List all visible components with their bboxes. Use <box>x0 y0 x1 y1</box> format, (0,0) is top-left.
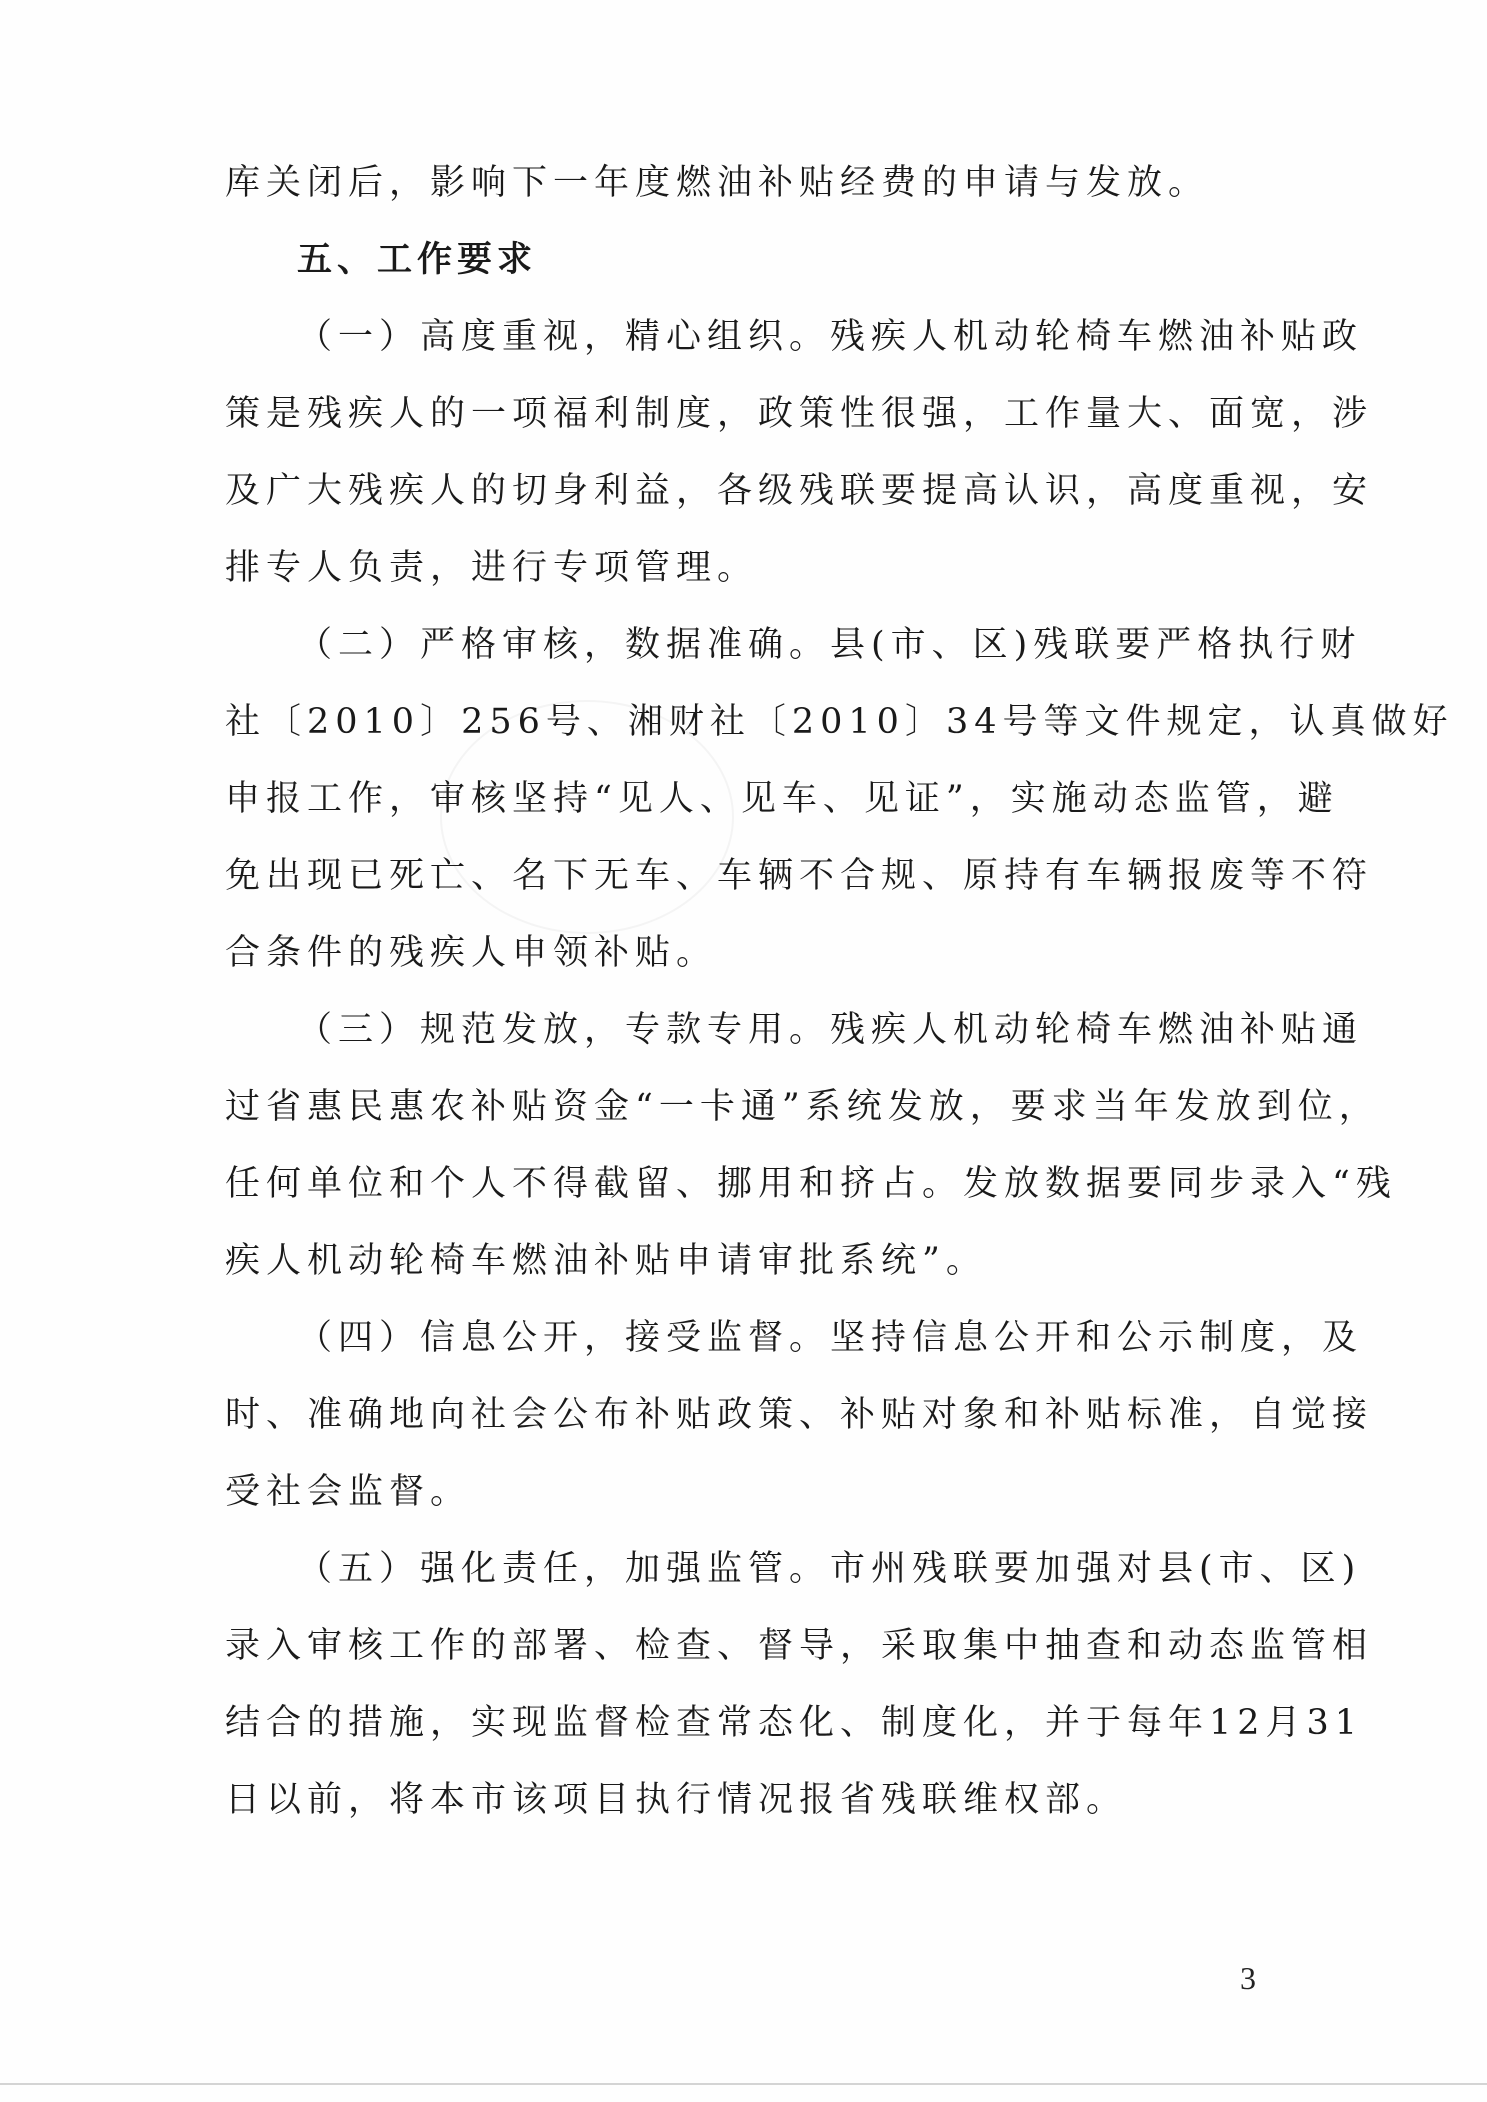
paragraph-line: （二）严格审核，数据准确。县(市、区)残联要严格执行财 <box>297 625 1362 665</box>
paragraph-line: （三）规范发放，专款专用。残疾人机动轮椅车燃油补贴通 <box>297 1010 1364 1050</box>
paragraph-line: 结合的措施，实现监督检查常态化、制度化，并于每年12月31 <box>225 1703 1364 1743</box>
paragraph-line: 社〔2010〕256号、湘财社〔2010〕34号等文件规定，认真做好 <box>225 702 1454 742</box>
paragraph-line: 过省惠民惠农补贴资金“一卡通”系统发放，要求当年发放到位， <box>225 1087 1380 1127</box>
page-number: 3 <box>1240 1960 1256 1996</box>
paragraph-line: 受社会监督。 <box>225 1472 472 1512</box>
paragraph-line: 日以前，将本市该项目执行情况报省残联维权部。 <box>225 1780 1128 1820</box>
document-body <box>225 145 1454 1839</box>
paragraph-line: （一）高度重视，精心组织。残疾人机动轮椅车燃油补贴政 <box>297 317 1364 357</box>
section-heading: 五、工作要求 <box>297 240 538 280</box>
paragraph-line: 录入审核工作的部署、检查、督导，采取集中抽查和动态监管相 <box>225 1626 1374 1666</box>
paragraph-line: （五）强化责任，加强监管。市州残联要加强对县(市、区) <box>297 1549 1362 1589</box>
paragraph-line: 疾人机动轮椅车燃油补贴申请审批系统”。 <box>225 1241 987 1281</box>
paragraph-line: 时、准确地向社会公布补贴政策、补贴对象和补贴标准，自觉接 <box>225 1395 1374 1435</box>
paragraph-line: 申报工作，审核坚持“见人、见车、见证”，实施动态监管，避 <box>225 779 1339 819</box>
paragraph-line: 策是残疾人的一项福利制度，政策性很强，工作量大、面宽，涉 <box>225 394 1374 434</box>
paragraph-line: 及广大残疾人的切身利益，各级残联要提高认识，高度重视，安 <box>225 471 1374 511</box>
paragraph-line: 合条件的残疾人申领补贴。 <box>225 933 718 973</box>
paragraph-line: 免出现已死亡、名下无车、车辆不合规、原持有车辆报废等不符 <box>225 856 1374 896</box>
paragraph-line: 任何单位和个人不得截留、挪用和挤占。发放数据要同步录入“残 <box>225 1164 1397 1204</box>
paragraph-line: 排专人负责，进行专项管理。 <box>225 548 759 588</box>
paragraph-line: （四）信息公开，接受监督。坚持信息公开和公示制度，及 <box>297 1318 1364 1358</box>
scan-edge-divider <box>0 2083 1487 2085</box>
body-line: 库关闭后，影响下一年度燃油补贴经费的申请与发放。 <box>225 163 1210 203</box>
